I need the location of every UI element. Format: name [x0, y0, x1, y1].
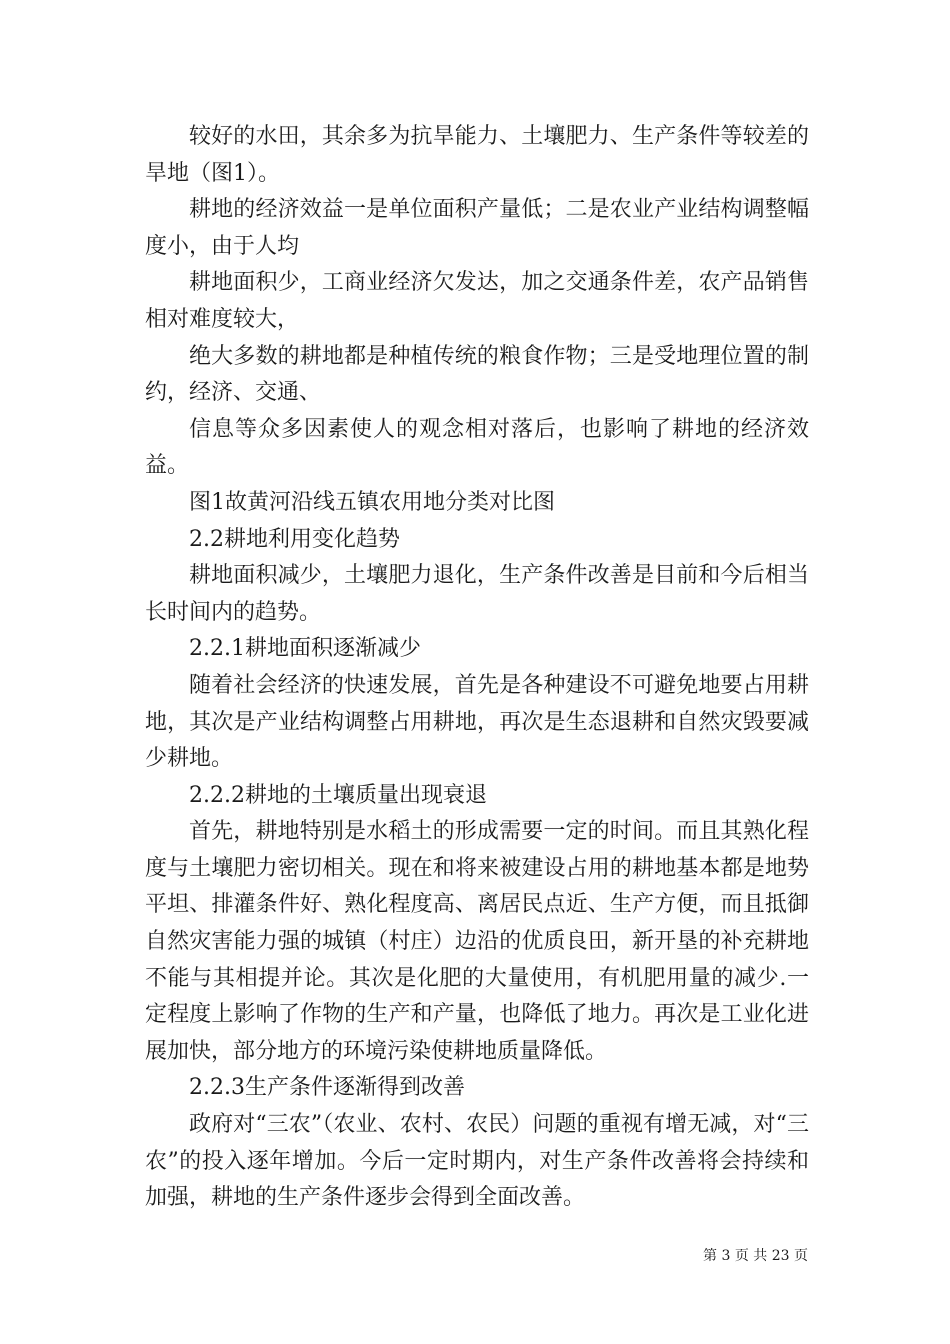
body-text — [145, 119, 809, 1217]
footer-page-number: 3 — [721, 1248, 731, 1264]
paragraph: 耕地的经济效益一是单位面积产量低；二是农业产业结构调整幅度小，由于人均 — [145, 197, 809, 259]
paragraph: 政府对“三农”（农业、农村、农民）问题的重视有增无减，对“三农”的投入逐年增加。今后一定时期内，对生产条件改善将会持续和加强，耕地的生产条件逐步会得到全面改善。 — [145, 1112, 809, 1211]
paragraph: 耕地面积少，工商业经济欠发达，加之交通条件差，农产品销售相对难度较大， — [145, 270, 809, 332]
section-heading: 2.2耕地利用变化趋势 — [189, 526, 400, 552]
footer-suffix: 页 — [794, 1248, 808, 1264]
footer-middle: 页 共 — [734, 1248, 768, 1264]
footer-total-pages: 23 — [771, 1248, 790, 1264]
paragraph: 信息等众多因素使人的观念相对落后，也影响了耕地的经济效益。 — [145, 416, 809, 479]
subsection-heading: 2.2.3生产条件逐渐得到改善 — [189, 1075, 465, 1101]
subsection-heading: 2.2.1耕地面积逐渐减少 — [189, 636, 421, 662]
paragraph: 随着社会经济的快速发展，首先是各种建设不可避免地要占用耕地，其次是产业结构调整占用耕地，再次是生态退耕和自然灾毁要减少耕地。 — [145, 672, 809, 772]
figure-caption: 图1故黄河沿线五镇农用地分类对比图 — [189, 489, 555, 515]
paragraph: 较好的水田，其余多为抗旱能力、土壤肥力、生产条件等较差的旱地（图1）。 — [145, 124, 809, 186]
paragraph: 绝大多数的耕地都是种植传统的粮食作物；三是受地理位置的制约，经济、交通、 — [145, 343, 809, 406]
paragraph: 首先，耕地特别是水稻土的形成需要一定的时间。而且其熟化程度与土壤肥力密切相关。现在和将来被建设占用的耕地基本都是地势平坦、排灌条件好、熟化程度高、离居民点近、生产方便，而且抵御自然灾害能力强的城镇（村庄）边沿的优质良田，新开垦的补充耕地不能与其相提并论。其次是化肥的大量使用，有机肥用量的减少.一定程度上影响了作物的生产和产量，也降低了地力。再次是工业化进展加快，部分地方的环境污染使耕地质量降低。 — [145, 819, 809, 1064]
subsection-heading: 2.2.2耕地的土壤质量出现衰退 — [189, 782, 487, 808]
footer-prefix: 第 — [702, 1248, 717, 1264]
paragraph: 耕地面积减少，土壤肥力退化，生产条件改善是目前和今后相当长时间内的趋势。 — [145, 563, 809, 625]
page-footer — [0, 1245, 950, 1265]
